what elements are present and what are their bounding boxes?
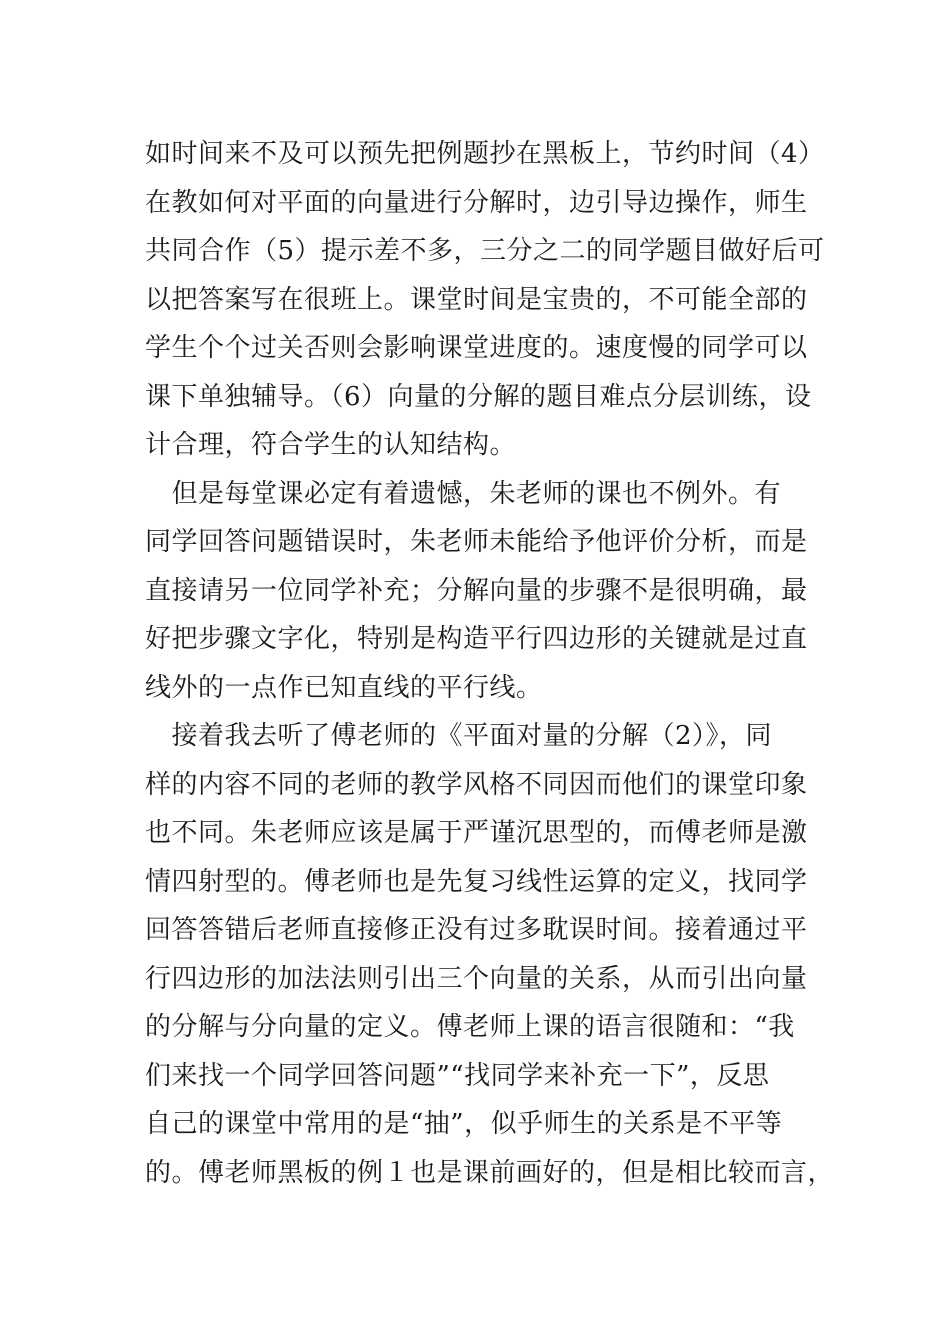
text-line: 线外的一点作已知直线的平行线。 xyxy=(145,672,543,703)
text-line: 直接请另一位同学补充；分解向量的步骤不是很明确，最 xyxy=(145,575,808,606)
text-line: 同学回答问题错误时，朱老师未能给予他评价分析，而是 xyxy=(145,527,808,557)
text-line: 情四射型的。傅老师也是先复习线性运算的定义，找同学 xyxy=(145,866,808,897)
text-line: 好把步骤文字化，特别是构造平行四边形的关键就是过直 xyxy=(145,624,808,654)
text-line: 也不同。朱老师应该是属于严谨沉思型的，而傅老师是激 xyxy=(145,818,808,848)
text-line: 们来找一个同学回答问题”“找同学来补充一下”，反思 xyxy=(145,1060,770,1091)
text-line: 的。傅老师黑板的例１也是课前画好的，但是相比较而言， xyxy=(145,1157,835,1188)
text-line: 计合理，符合学生的认知结构。 xyxy=(145,430,517,460)
text-line: 但是每堂课必定有着遗憾，朱老师的课也不例外。有 xyxy=(145,478,782,509)
text-line: 自己的课堂中常用的是“抽”，似乎师生的关系是不平等 xyxy=(145,1109,783,1139)
text-line: 学生个个过关否则会影响课堂进度的。速度慢的同学可以 xyxy=(145,333,808,363)
text-line: 回答答错后老师直接修正没有过多耽误时间。接着通过平 xyxy=(145,915,808,945)
text-line: 如时间来不及可以预先把例题抄在黑板上，节约时间（4） xyxy=(145,139,825,169)
text-line: 的分解与分向量的定义。傅老师上课的语言很随和：“我 xyxy=(145,1012,795,1042)
text-line: 以把答案写在很班上。课堂时间是宝贵的，不可能全部的 xyxy=(145,284,808,315)
text-line: 在教如何对平面的向量进行分解时，边引导边操作，师生 xyxy=(145,187,808,218)
text-line: 接着我去听了傅老师的《平面对量的分解（2）》，同 xyxy=(145,721,773,751)
body-text xyxy=(145,130,835,1197)
text-line: 共同合作（5）提示差不多，三分之二的同学题目做好后可 xyxy=(145,236,825,266)
text-line: 行四边形的加法法则引出三个向量的关系，从而引出向量 xyxy=(145,963,808,994)
text-line: 课下单独辅导。（6）向量的分解的题目难点分层训练，设 xyxy=(145,381,812,412)
text-line: 样的内容不同的老师的教学风格不同因而他们的课堂印象 xyxy=(145,769,808,800)
